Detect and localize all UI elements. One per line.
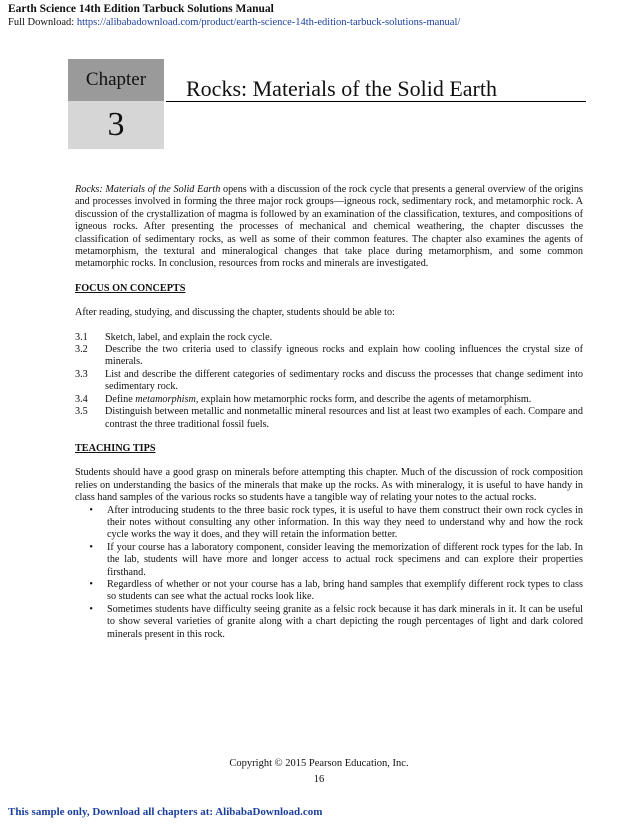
tip-text: Sometimes students have difficulty seeing granite as a felsic rock because it has dark minerals in it. It can be useful to show several varieties of granite along with a chart depicting the rough percentages of light and dark colored minerals present in this rock. <box>107 603 583 640</box>
copyright-notice: Copyright © 2015 Pearson Education, Inc. <box>229 758 409 769</box>
download-link[interactable]: https://alibabadownload.com/product/earth-science-14th-edition-tarbuck-solutions-manual/ <box>76 17 461 28</box>
bullet-glyph: • <box>89 504 93 516</box>
chapter-badge <box>68 59 164 149</box>
intro-paragraph <box>75 184 583 271</box>
sample-download-link[interactable]: This sample only, Download all chapters at: AlibabaDownload.com <box>8 806 323 818</box>
tip-text: Regardless of whether or not your course has a lab, bring hand samples that exemplify different rock types to class so students can see what the actual rocks look like. <box>107 578 583 603</box>
title-divider <box>166 101 586 102</box>
chapter-body <box>75 184 583 641</box>
objective-number: 3.3 <box>75 368 88 380</box>
tip-bullet <box>75 542 583 579</box>
tip-bullet <box>75 604 583 641</box>
tip-text: After introducing students to the three basic rock types, it is useful to have them construct their own rock cycles in their notes without consulting any other information. In this way they need to understand why and how the rock cycle works the way it does, and they will retain the information better. <box>107 504 583 541</box>
objective-text-pre: Define <box>105 393 136 405</box>
intro-italic-title: Rocks: Materials of the Solid Earth <box>75 184 221 195</box>
bullet-glyph: • <box>89 603 93 615</box>
objective-text: Sketch, label, and explain the rock cycle. <box>105 331 273 343</box>
objective-text: Distinguish between metallic and nonmetallic mineral resources and list at least two examples of each. Compare and contrast the three traditional fossil fuels. <box>105 406 583 430</box>
download-prefix: Full Download: <box>8 17 77 28</box>
objective-text: List and describe the different categories of sedimentary rocks and discuss the processes that change sediment into sedimentary rock. <box>105 368 583 393</box>
teaching-tips-heading: TEACHING TIPS <box>75 442 156 454</box>
objective-number: 3.1 <box>75 331 88 343</box>
focus-heading: FOCUS ON CONCEPTS <box>75 282 186 294</box>
focus-lead: After reading, studying, and discussing the chapter, students should be able to: <box>75 307 395 319</box>
objective-item <box>75 344 583 369</box>
teaching-tips-paragraph: Students should have a good grasp on minerals before attempting this chapter. Much of the discussion of rock composition relies on understanding the basics of the minerals that make up the rocks. As with mineralogy, it is useful to have handy in class hand samples of the various rocks so students have a tangible way of relating your notes to the actual rocks. <box>75 467 583 504</box>
chapter-number: 3 <box>68 101 164 149</box>
bullet-glyph: • <box>89 541 93 553</box>
page-number: 16 <box>313 774 325 785</box>
objective-number: 3.2 <box>75 344 88 356</box>
objective-term: metamorphism <box>135 393 196 405</box>
tip-bullet <box>75 505 583 542</box>
objective-item <box>75 394 583 406</box>
objective-text: Describe the two criteria used to classify igneous rocks and explain how cooling influences the crystal size of minerals. <box>105 344 583 368</box>
tip-text: If your course has a laboratory component, consider leaving the memorization of different rock types for the lab. In the lab, students will have more and longer access to actual rock specimens and can explore their properties firsthand. <box>107 541 583 578</box>
objective-text-post: , explain how metamorphic rocks form, and describe the agents of metamorphism. <box>195 393 532 405</box>
objective-item <box>75 369 583 394</box>
document-header-title: Earth Science 14th Edition Tarbuck Solutions Manual <box>8 3 274 15</box>
intro-text: opens with a discussion of the rock cycle that presents a general overview of the origins and processes involved in forming the three major rock groups—igneous rock, sedimentary rock, and metamorphic rock. A discussion of the crystallization of magma is followed by an examination of the classification, textures, and compositions of igneous rocks. After presenting the processes of mechanical and chemical weathering, the chapter discusses the classification of sedimentary rocks, as well as some of their common features. The chapter also examines the agents of metamorphism, the textural and mineralogical changes that take place during metamorphism, and some common metamorphic rocks. In conclusion, resources from rocks and minerals are investigated. <box>75 184 583 270</box>
objective-number: 3.4 <box>75 393 88 405</box>
bullet-glyph: • <box>89 578 93 590</box>
objective-item <box>75 406 583 431</box>
objective-item <box>75 332 583 344</box>
objective-text <box>105 394 583 406</box>
tip-bullet <box>75 579 583 604</box>
objective-number: 3.5 <box>75 406 88 418</box>
chapter-label: Chapter <box>68 59 164 101</box>
download-line <box>8 17 460 28</box>
chapter-title: Rocks: Materials of the Solid Earth <box>186 76 497 101</box>
